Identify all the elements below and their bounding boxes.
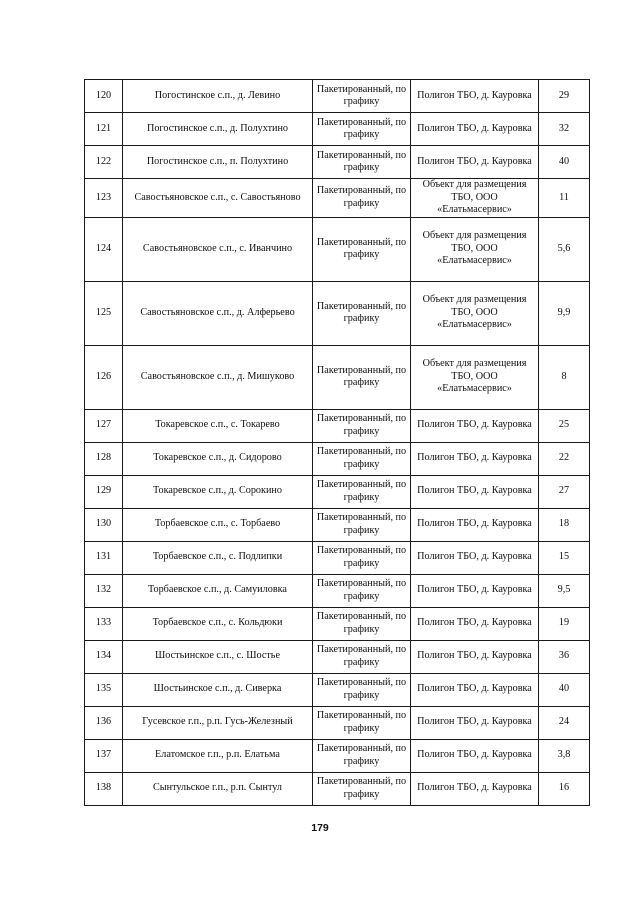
settlement-cell: Гусевское г.п., р.п. Гусь-Железный xyxy=(123,706,313,739)
volume-cell: 16 xyxy=(539,772,590,805)
disposal-facility-cell: Полигон ТБО, д. Кауровка xyxy=(411,541,539,574)
collection-method-cell: Пакетированный, по графику xyxy=(313,706,411,739)
volume-cell: 22 xyxy=(539,442,590,475)
collection-method-cell: Пакетированный, по графику xyxy=(313,508,411,541)
row-number: 126 xyxy=(85,345,123,409)
settlement-cell: Торбаевское с.п., д. Самуиловка xyxy=(123,574,313,607)
settlement-cell: Торбаевское с.п., с. Торбаево xyxy=(123,508,313,541)
disposal-facility-cell: Объект для размещения ТБО, ООО «Елатьмасервис» xyxy=(411,179,539,218)
settlement-cell: Погостинское с.п., д. Левино xyxy=(123,80,313,113)
table-body xyxy=(85,80,590,806)
disposal-facility-cell: Объект для размещения ТБО, ООО «Елатьмасервис» xyxy=(411,217,539,281)
volume-cell: 3,8 xyxy=(539,739,590,772)
collection-method-cell: Пакетированный, по графику xyxy=(313,640,411,673)
settlement-cell: Савостьяновское с.п., с. Савостьяново xyxy=(123,179,313,218)
table-row xyxy=(85,673,590,706)
disposal-facility-cell: Полигон ТБО, д. Кауровка xyxy=(411,146,539,179)
disposal-facility-cell: Полигон ТБО, д. Кауровка xyxy=(411,607,539,640)
settlement-cell: Погостинское с.п., п. Полухтино xyxy=(123,146,313,179)
row-number: 137 xyxy=(85,739,123,772)
settlement-cell: Савостьяновское с.п., д. Алферьево xyxy=(123,281,313,345)
row-number: 120 xyxy=(85,80,123,113)
volume-cell: 9,9 xyxy=(539,281,590,345)
table-row xyxy=(85,345,590,409)
collection-method-cell: Пакетированный, по графику xyxy=(313,772,411,805)
collection-method-cell: Пакетированный, по графику xyxy=(313,179,411,218)
collection-method-cell: Пакетированный, по графику xyxy=(313,673,411,706)
row-number: 135 xyxy=(85,673,123,706)
table-row xyxy=(85,574,590,607)
collection-method-cell: Пакетированный, по графику xyxy=(313,475,411,508)
table-row xyxy=(85,640,590,673)
table-row xyxy=(85,706,590,739)
settlement-cell: Токаревское с.п., с. Токарево xyxy=(123,409,313,442)
volume-cell: 19 xyxy=(539,607,590,640)
disposal-facility-cell: Полигон ТБО, д. Кауровка xyxy=(411,772,539,805)
row-number: 122 xyxy=(85,146,123,179)
table-row xyxy=(85,113,590,146)
settlement-cell: Елатомское г.п., р.п. Елатьма xyxy=(123,739,313,772)
volume-cell: 40 xyxy=(539,146,590,179)
table-row xyxy=(85,739,590,772)
table-row xyxy=(85,607,590,640)
table-row xyxy=(85,146,590,179)
collection-method-cell: Пакетированный, по графику xyxy=(313,442,411,475)
collection-method-cell: Пакетированный, по графику xyxy=(313,409,411,442)
settlement-cell: Савостьяновское с.п., д. Мишуково xyxy=(123,345,313,409)
waste-collection-table xyxy=(84,79,590,806)
disposal-facility-cell: Объект для размещения ТБО, ООО «Елатьмасервис» xyxy=(411,345,539,409)
volume-cell: 27 xyxy=(539,475,590,508)
row-number: 133 xyxy=(85,607,123,640)
volume-cell: 11 xyxy=(539,179,590,218)
table-row xyxy=(85,475,590,508)
volume-cell: 40 xyxy=(539,673,590,706)
table-row xyxy=(85,541,590,574)
disposal-facility-cell: Полигон ТБО, д. Кауровка xyxy=(411,475,539,508)
table-row xyxy=(85,409,590,442)
volume-cell: 24 xyxy=(539,706,590,739)
settlement-cell: Торбаевское с.п., с. Кольдюки xyxy=(123,607,313,640)
volume-cell: 5,6 xyxy=(539,217,590,281)
collection-method-cell: Пакетированный, по графику xyxy=(313,113,411,146)
row-number: 125 xyxy=(85,281,123,345)
settlement-cell: Токаревское с.п., д. Сорокино xyxy=(123,475,313,508)
table-row xyxy=(85,508,590,541)
collection-method-cell: Пакетированный, по графику xyxy=(313,574,411,607)
table-row xyxy=(85,179,590,218)
settlement-cell: Шостьинское с.п., д. Сиверка xyxy=(123,673,313,706)
volume-cell: 9,5 xyxy=(539,574,590,607)
collection-method-cell: Пакетированный, по графику xyxy=(313,217,411,281)
table-row xyxy=(85,80,590,113)
volume-cell: 29 xyxy=(539,80,590,113)
table-row xyxy=(85,442,590,475)
collection-method-cell: Пакетированный, по графику xyxy=(313,345,411,409)
settlement-cell: Сынтульское г.п., р.п. Сынтул xyxy=(123,772,313,805)
row-number: 136 xyxy=(85,706,123,739)
row-number: 132 xyxy=(85,574,123,607)
table-row xyxy=(85,281,590,345)
disposal-facility-cell: Полигон ТБО, д. Кауровка xyxy=(411,706,539,739)
disposal-facility-cell: Полигон ТБО, д. Кауровка xyxy=(411,113,539,146)
disposal-facility-cell: Полигон ТБО, д. Кауровка xyxy=(411,574,539,607)
row-number: 121 xyxy=(85,113,123,146)
table-row xyxy=(85,217,590,281)
settlement-cell: Торбаевское с.п., с. Подлипки xyxy=(123,541,313,574)
collection-method-cell: Пакетированный, по графику xyxy=(313,281,411,345)
disposal-facility-cell: Полигон ТБО, д. Кауровка xyxy=(411,442,539,475)
row-number: 130 xyxy=(85,508,123,541)
row-number: 131 xyxy=(85,541,123,574)
disposal-facility-cell: Полигон ТБО, д. Кауровка xyxy=(411,508,539,541)
collection-method-cell: Пакетированный, по графику xyxy=(313,607,411,640)
collection-method-cell: Пакетированный, по графику xyxy=(313,80,411,113)
row-number: 128 xyxy=(85,442,123,475)
volume-cell: 8 xyxy=(539,345,590,409)
row-number: 129 xyxy=(85,475,123,508)
row-number: 124 xyxy=(85,217,123,281)
row-number: 138 xyxy=(85,772,123,805)
disposal-facility-cell: Объект для размещения ТБО, ООО «Елатьмасервис» xyxy=(411,281,539,345)
volume-cell: 25 xyxy=(539,409,590,442)
row-number: 134 xyxy=(85,640,123,673)
collection-method-cell: Пакетированный, по графику xyxy=(313,541,411,574)
page-number: 179 xyxy=(311,822,329,834)
settlement-cell: Погостинское с.п., д. Полухтино xyxy=(123,113,313,146)
volume-cell: 15 xyxy=(539,541,590,574)
collection-method-cell: Пакетированный, по графику xyxy=(313,739,411,772)
volume-cell: 36 xyxy=(539,640,590,673)
settlement-cell: Шостьинское с.п., с. Шостье xyxy=(123,640,313,673)
settlement-cell: Савостьяновское с.п., с. Иванчино xyxy=(123,217,313,281)
table-row xyxy=(85,772,590,805)
disposal-facility-cell: Полигон ТБО, д. Кауровка xyxy=(411,739,539,772)
settlement-cell: Токаревское с.п., д. Сидорово xyxy=(123,442,313,475)
volume-cell: 18 xyxy=(539,508,590,541)
volume-cell: 32 xyxy=(539,113,590,146)
disposal-facility-cell: Полигон ТБО, д. Кауровка xyxy=(411,80,539,113)
collection-method-cell: Пакетированный, по графику xyxy=(313,146,411,179)
disposal-facility-cell: Полигон ТБО, д. Кауровка xyxy=(411,673,539,706)
disposal-facility-cell: Полигон ТБО, д. Кауровка xyxy=(411,409,539,442)
disposal-facility-cell: Полигон ТБО, д. Кауровка xyxy=(411,640,539,673)
row-number: 123 xyxy=(85,179,123,218)
row-number: 127 xyxy=(85,409,123,442)
